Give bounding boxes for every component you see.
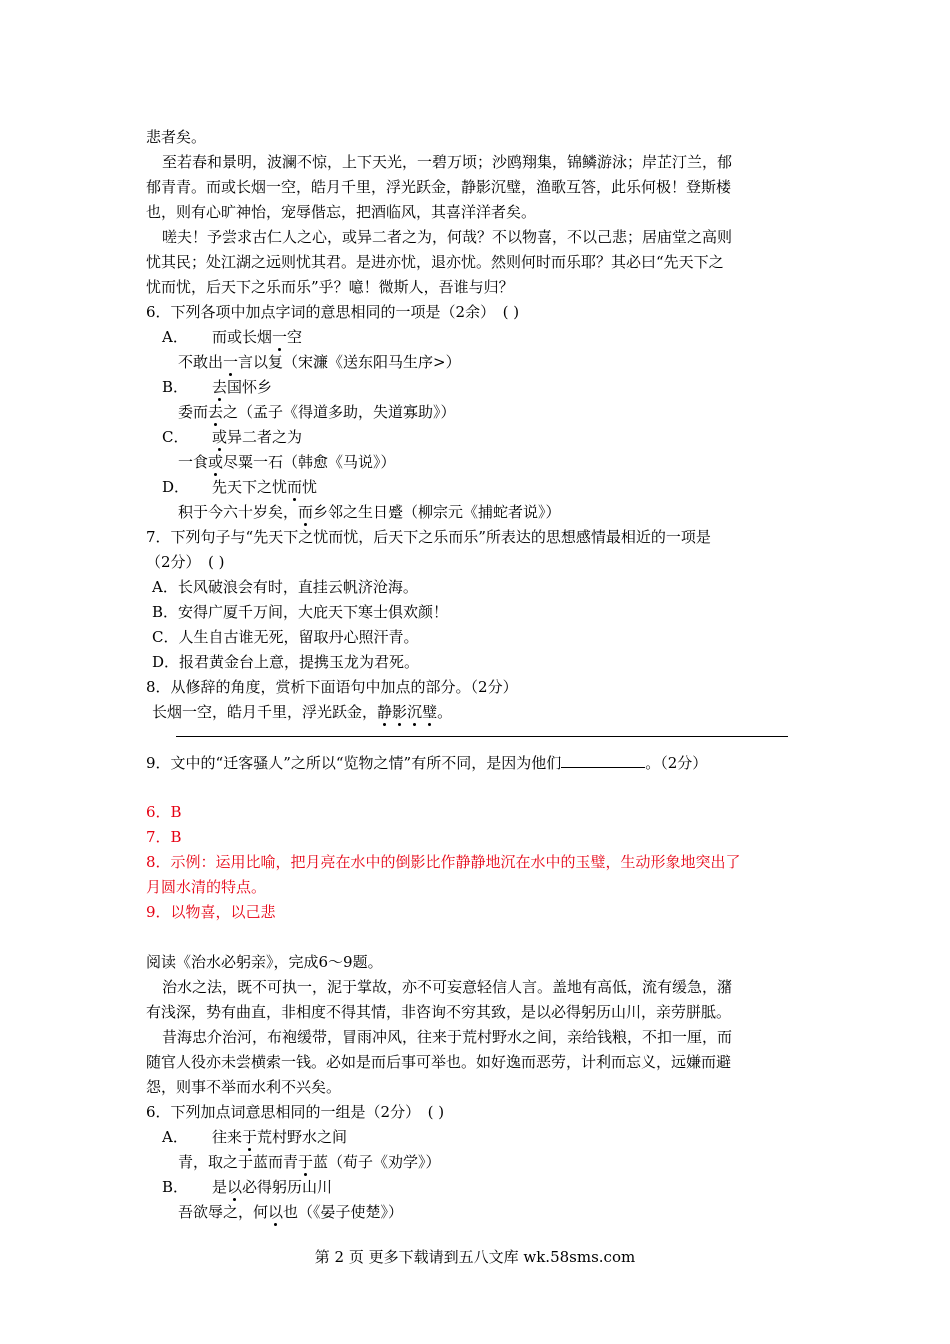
question-7-stem: 7．下列句子与“先天下之忧而忧，后天下之乐而乐”所表达的思想感情最相近的一项是 [146,528,711,546]
option-text: 积于今六十岁矣， [178,503,299,521]
option-text: 之（孟子《得道多助，失道寡助》） [223,403,456,421]
option-text: 青，取之于蓝而青 [178,1153,299,1171]
passage-line: 随官人役亦未尝横索一钱。必如是而后事可举也。如好逸而恶劳，计利而忘义，远嫌而避 [146,1053,732,1071]
dotted-char: 沉 [407,703,423,721]
question-7-option-b: B．安得广厦千万间，大庇天下寒士俱欢颜！ [152,603,449,621]
dotted-char: 去 [208,403,224,421]
answer-line [176,736,788,737]
question-6b-option-b-line2 [178,1202,403,1222]
option-text: 不敢出 [178,353,224,371]
dotted-char: 一 [272,328,288,346]
dotted-char: 或 [212,428,228,446]
option-text: 吾欲辱之，何 [178,1203,269,1221]
question-6-option-d-line2 [178,502,561,522]
passage-line: 悲者矣。 [146,128,207,146]
option-text: 异二者之为 [227,428,303,446]
dotted-char: 影 [392,703,408,721]
option-text: 言以复（宋濂《送东阳马生序>） [238,353,461,371]
option-text: 是 [212,1178,228,1196]
passage-line: 郁青青。而或长烟一空，皓月千里，浮光跃金，静影沉璧，渔歌互答，此乐何极！登斯楼 [146,178,732,196]
dotted-char: 璧 [422,703,438,721]
question-6b-option-a-line2 [178,1152,441,1172]
question-8-quote [152,702,452,722]
dotted-char: 或 [208,453,224,471]
passage-line: 昔海忠介治河，布袍缓带，冒雨冲风，往来于荒村野水之间，亲给钱粮，不扣一厘，而 [162,1028,733,1046]
option-text: 先天下之忧 [212,478,288,496]
option-text: 尽粟一石（韩愈《马说》） [223,453,396,471]
dotted-char: 去 [212,378,228,396]
passage-line: 也，则有心旷神怡，宠辱偕忘，把酒临风，其喜洋洋者矣。 [146,203,537,221]
question-6b-option-a [162,1127,347,1147]
question-7-option-a: A．长风破浪会有时，直挂云帆济沧海。 [152,578,418,596]
passage-line: 忧而忧，后天下之乐而乐”乎？噫！微斯人，吾谁与归？ [146,278,514,296]
passage-line: 怨，则事不举而水利不兴矣。 [146,1078,342,1096]
page-footer: 第 2 页 更多下载请到五八文库 wk.58sms.com [314,1248,636,1266]
dotted-char: 于 [242,1128,258,1146]
dotted-char: 于 [298,1153,314,1171]
passage-line: 至若春和景明，波澜不惊，上下天光，一碧万顷；沙鸥翔集，锦鳞游泳；岸芷汀兰，郁 [162,153,733,171]
question-7-option-d: D．报君黄金台上意，提携玉龙为君死。 [152,653,420,671]
passage-line: 治水之法，既不可执一，泥于掌故，亦不可妄意轻信人言。盖地有高低，流有缓急，潴 [162,978,733,996]
question-6-option-b-line2 [178,402,456,422]
option-text: 往来 [212,1128,243,1146]
question-text: 。（2分） [645,754,708,772]
passage-line: 忧其民；处江湖之远则忧其君。是进亦忧，退亦忧。然则何时而乐耶？其必曰“先天下之 [146,253,724,271]
option-label: D． [162,478,190,496]
option-text: 乡邻之生日蹙（柳宗元《捕蛇者说》） [313,503,561,521]
question-6b-stem: 6．下列加点词意思相同的一组是（2分） ( ) [146,1103,445,1121]
option-text: 蓝（荀子《劝学》） [313,1153,441,1171]
question-6-option-c [162,427,302,447]
option-label: B． [162,1178,189,1196]
option-text: 委而 [178,403,209,421]
option-label: A． [162,328,188,346]
answer-8-line2: 月圆水清的特点。 [146,878,267,896]
dotted-char: 以 [227,1178,243,1196]
option-text: 国怀乡 [227,378,273,396]
dotted-char: 一 [223,353,239,371]
option-label: A． [162,1128,188,1146]
dotted-char: 而 [287,478,303,496]
answer-6: 6．B [146,803,182,821]
passage-line: 有浅深，势有曲直，非相度不得其情，非咨询不穷其致，是以必得躬历山川，亲劳胼胝。 [146,1003,732,1021]
answer-8: 8．示例：运用比喻，把月亮在水中的倒影比作静静地沉在水中的玉璧，生动形象地突出了 [146,853,741,871]
dotted-char: 而 [298,503,314,521]
question-6-option-a-line2 [178,352,461,372]
option-text: 荒村野水之间 [257,1128,348,1146]
option-text: 而或长烟 [212,328,273,346]
dotted-char: 以 [268,1203,284,1221]
answer-7: 7．B [146,828,182,846]
question-6-option-b [162,377,272,397]
question-6-option-a [162,327,302,347]
answer-blank [561,752,645,768]
option-text: 忧 [302,478,318,496]
quote-text: 。 [437,703,453,721]
quote-text: 长烟一空，皓月千里，浮光跃金， [152,703,378,721]
question-6-option-d [162,477,317,497]
option-label: C． [162,428,189,446]
passage-line: 嗟夫！予尝求古仁人之心，或异二者之为，何哉？不以物喜，不以己悲；居庙堂之高则 [162,228,733,246]
question-8-stem: 8．从修辞的角度，赏析下面语句中加点的部分。（2分） [146,678,518,696]
dotted-char: 静 [377,703,393,721]
option-label: B． [162,378,189,396]
question-6b-option-b [162,1177,332,1197]
question-9 [146,752,707,772]
question-7-stem-line2: （2分） ( ) [146,553,225,571]
option-text: 也（《晏子使楚》） [283,1203,404,1221]
option-text: 必得躬历山川 [242,1178,333,1196]
answer-9: 9．以物喜，以己悲 [146,903,276,921]
passage-2-intro: 阅读《治水必躬亲》，完成6～9题。 [146,953,383,971]
question-text: 9．文中的“迁客骚人”之所以“览物之情”有所不同，是因为他们 [146,754,562,772]
question-6-option-c-line2 [178,452,396,472]
option-text: 空 [287,328,303,346]
option-text: 一食 [178,453,209,471]
question-6-stem: 6．下列各项中加点字词的意思相同的一项是（2余） ( ) [146,303,520,321]
question-7-option-c: C．人生自古谁无死，留取丹心照汗青。 [152,628,419,646]
